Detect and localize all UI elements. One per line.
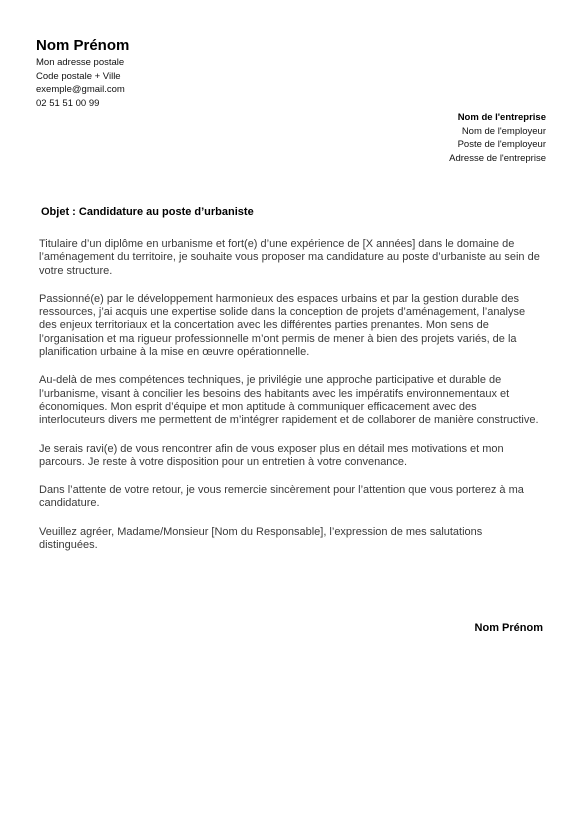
recipient-company-address: Adresse de l'entreprise — [449, 152, 546, 164]
sender-city: Code postale + Ville — [36, 70, 121, 82]
paragraph-expertise: Passionné(e) par le développement harmonieux des espaces urbains et par la gestion durable des ressources, j’ai acquis une expertise solide dans la conception de projets d’aménagement, l’analyse des enjeux territoriaux et la concertation avec les différentes parties prenantes. Mon sens de l’organisation et ma rigueur professionnelle m’ont permis de mener à bien des projets variés, de la planification urbaine à la mise en œuvre opérationnelle. — [39, 292, 526, 359]
paragraph-thanks: Dans l’attente de votre retour, je vous remercie sincèrement pour l’attention que vous porterez à ma candidature. — [39, 484, 524, 510]
sender-address: Mon adresse postale — [36, 57, 125, 68]
recipient-employer-position: Poste de l'employeur — [457, 139, 546, 150]
letter-body — [39, 238, 544, 567]
sender-phone: 02 51 51 00 99 — [36, 97, 100, 109]
sender-email: exemple@gmail.com — [36, 84, 125, 95]
recipient-block — [449, 111, 546, 165]
letter-subject: Objet : Candidature au poste d’urbaniste — [41, 206, 254, 218]
paragraph-approach: Au-delà de mes compétences techniques, je privilégie une approche participative et durable de l’urbanisme, visant à concilier les besoins des habitants avec les impératifs environnementaux et économiques. Mon esprit d’équipe et mon aptitude à communiquer efficacement avec des interlocuteurs divers me permettent de m’intégrer rapidement et de collaborer de manière constructive. — [39, 374, 539, 427]
sender-block — [36, 37, 129, 110]
recipient-employer-name: Nom de l'employeur — [461, 125, 546, 137]
paragraph-meeting: Je serais ravi(e) de vous rencontrer afin de vous exposer plus en détail mes motivations et mon parcours. Je reste à votre disposition pour un entretien à votre convenance. — [39, 442, 504, 468]
sender-name: Nom Prénom — [36, 37, 130, 54]
signature: Nom Prénom — [474, 622, 543, 634]
paragraph-closing: Veuillez agréer, Madame/Monsieur [Nom du Responsable], l’expression de mes salutations distinguées. — [39, 525, 483, 552]
paragraph-introduction: Titulaire d’un diplôme en urbanisme et fort(e) d’une expérience de [X années] dans le domaine de l’aménagement du territoire, je souhaite vous proposer ma candidature au poste d’urbaniste au sein de votre structure. — [39, 238, 540, 277]
recipient-company: Nom de l'entreprise — [457, 112, 546, 123]
